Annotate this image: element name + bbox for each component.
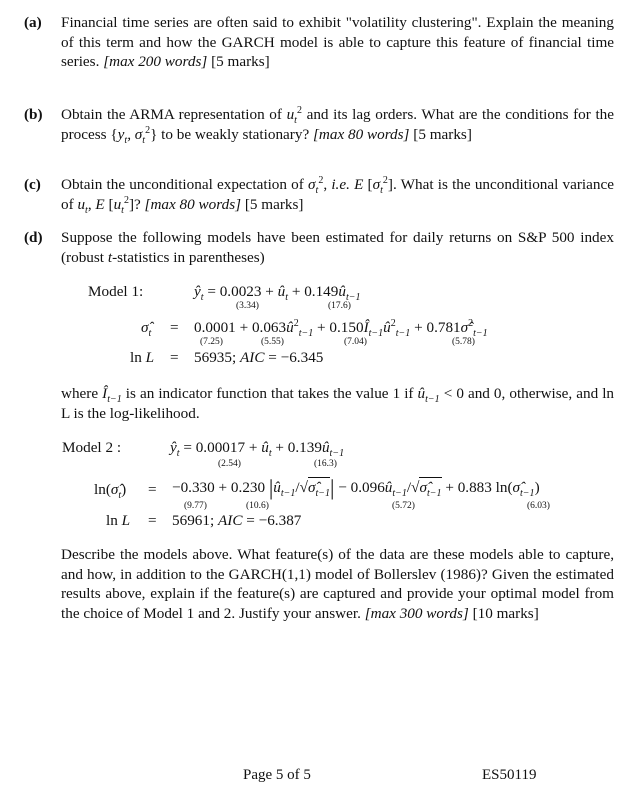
t-stat: (17.6) (328, 301, 351, 311)
model-1-mean-eq: $ŷ_t = 0.0023$ + $û_t$ + $0.149û_{t-1}$ (194, 283, 361, 304)
question-d-task: Describe the models above. What feature(s) of the data are these models able to capture, and how, in addition to the GARCH(1,1) model of Bollerslev (1986)? Given the estimated results above, explain if the feature(s) are captured and provide your optimal model from the choice of Model 1 and 2. Justify your answer. [max 300 words] [10 marks] (61, 546, 614, 622)
math-expr: $u_t$, E $[u_t^2]$? (77, 194, 141, 216)
question-c (24, 175, 614, 214)
question-text: Suppose the following models have been estimated for daily returns on S&P 500 index (robust t-statistics in parentheses) (61, 229, 614, 266)
question-label: (b) (24, 106, 43, 123)
course-code: ES50119 (482, 767, 537, 783)
indicator-definition: where $Î_{t-1}$ is an indicator function that takes the value 1 if $û_{t-1} < 0$ and 0, otherwise, and ln L is the log-likelihood. (61, 385, 615, 422)
question-b (24, 105, 614, 144)
t-stat: (3.34) (236, 301, 259, 311)
question-a (24, 13, 614, 72)
t-stat: (2.54) (218, 459, 241, 469)
t-stat: (6.03) (527, 501, 550, 511)
math-expr: $u_t^2$ (286, 104, 302, 127)
model-1-loglik-lhs: ln L (130, 349, 155, 366)
page-number: Page 5 of 5 (243, 767, 311, 783)
model-2-mean-eq: $ŷ_t = 0.00017$ + $û_t$ + $0.139û_{t-1}$ (170, 439, 345, 460)
t-stat: (10.6) (246, 501, 269, 511)
model-1-var-lhs: $\sigmâ_t$ (141, 319, 152, 340)
t-stat: (7.04) (344, 337, 367, 347)
question-d (24, 228, 614, 267)
t-stat: (5.55) (261, 337, 284, 347)
model-2-loglik: 56961; AIC = −6.387 (172, 512, 302, 529)
t-stat: (5.72) (392, 501, 415, 511)
model-1-var-eq: $0.0001 + 0.063û^2_{t-1}$ + $0.150Î_{t-1}û^2_{t-1}$ + 0.781σ̂$^2_{t-1}$ (194, 317, 488, 340)
question-label: (d) (24, 229, 43, 246)
model-2-label: Model 2 : (62, 439, 122, 456)
t-stat: (9.77) (184, 501, 207, 511)
t-stat: (16.3) (314, 459, 337, 469)
model-2-loglik-lhs: ln L (106, 512, 131, 529)
model-1-loglik: 56935; AIC = −6.345 (194, 349, 324, 366)
math-expr: $\sigma_t^2$, i.e. E $[\sigma_t^2]$. (308, 174, 397, 197)
t-stat: (5.78) (452, 337, 475, 347)
t-stat: (7.25) (200, 337, 223, 347)
model-2-var-lhs: $\ln(\sigmâ_t)$ (94, 481, 127, 502)
math-expr: {$y_t$, $\sigma_t^2$} (110, 124, 158, 146)
question-text: Obtain the ARMA representation of $u_t^2$ and its lag orders. What are the conditions for the process {$y_t$, $\sigma_t^2$} to be weakly stationary? [max 80 words] [5 marks] (61, 104, 614, 146)
question-label: (a) (24, 14, 42, 31)
question-text: Obtain the unconditional expectation of $\sigma_t^2$, i.e. E $[\sigma_t^2]$. What is the unconditional variance of $u_t$, E $[u_t^2]$? [max 80 words] [5 marks] (61, 174, 614, 216)
question-text: Financial time series are often said to exhibit "volatility clustering". Explain the meaning of this term and how the GARCH model is able to capture this feature of financial time series. [max 200 words] [5 marks] (61, 14, 614, 70)
model-1-label: Model 1: (88, 283, 144, 300)
model-2-var-eq: −0.330 + 0.230 $|û_{t-1}/√\sigmâ_{t-1}|$ − $0.096û_{t-1}/√\sigmâ_{t-1} + 0.883$ $\ln(\sigmâ_{t-1})$ (172, 475, 540, 500)
question-label: (c) (24, 176, 41, 193)
